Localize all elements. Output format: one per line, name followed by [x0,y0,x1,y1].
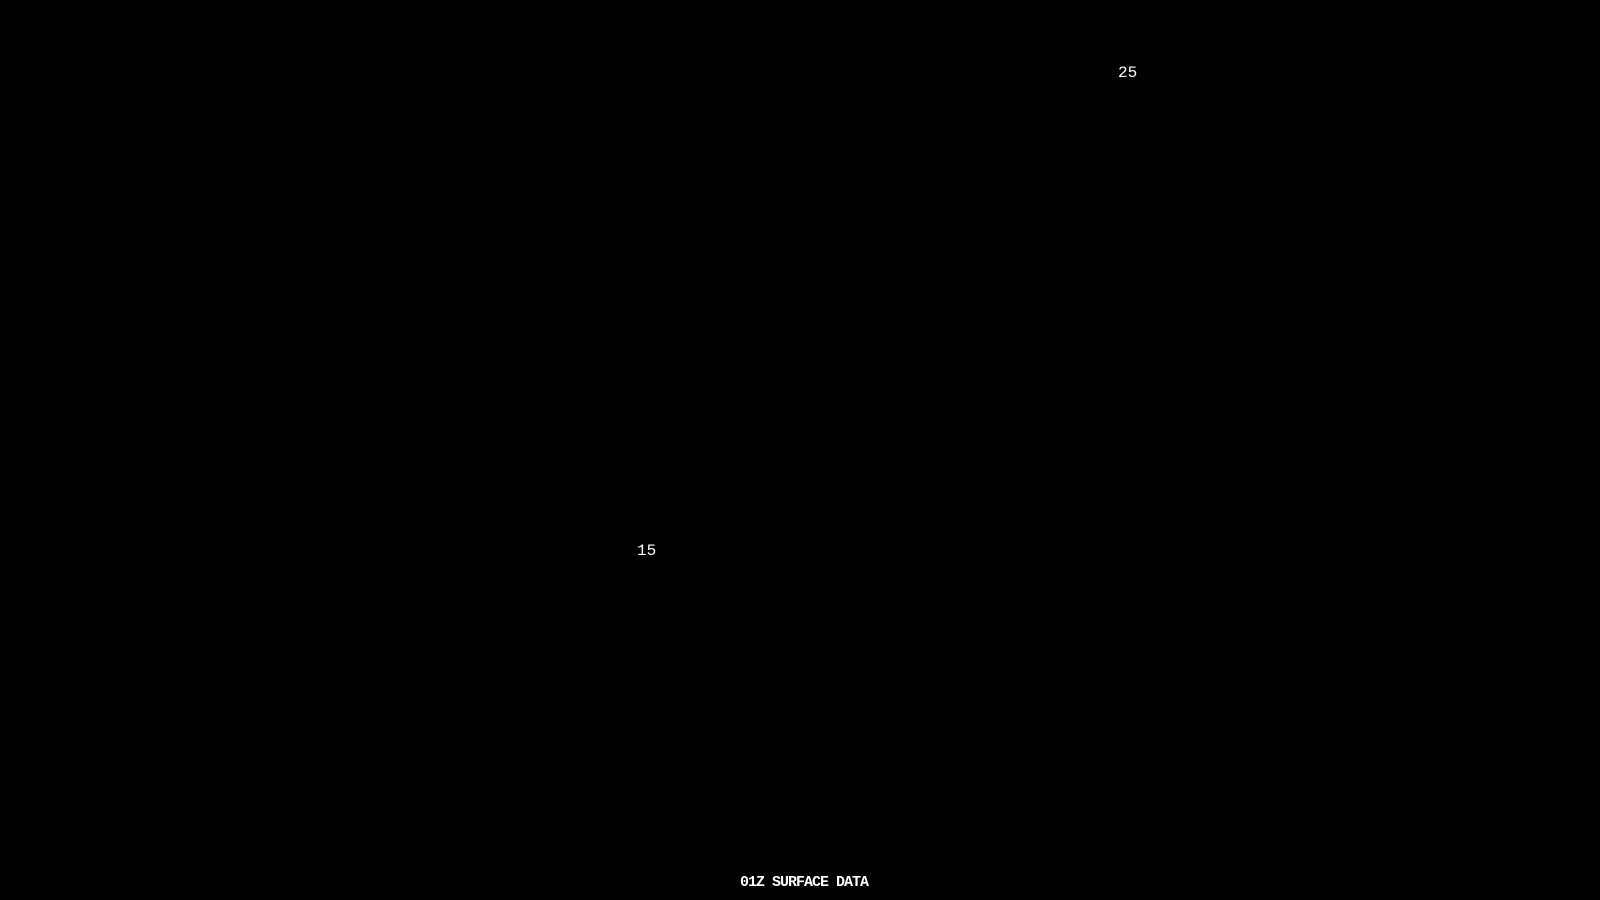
plot-title: 01Z SURFACE DATA [739,874,869,891]
station-value: 15 [637,542,657,560]
station-value: 25 [1118,64,1138,82]
